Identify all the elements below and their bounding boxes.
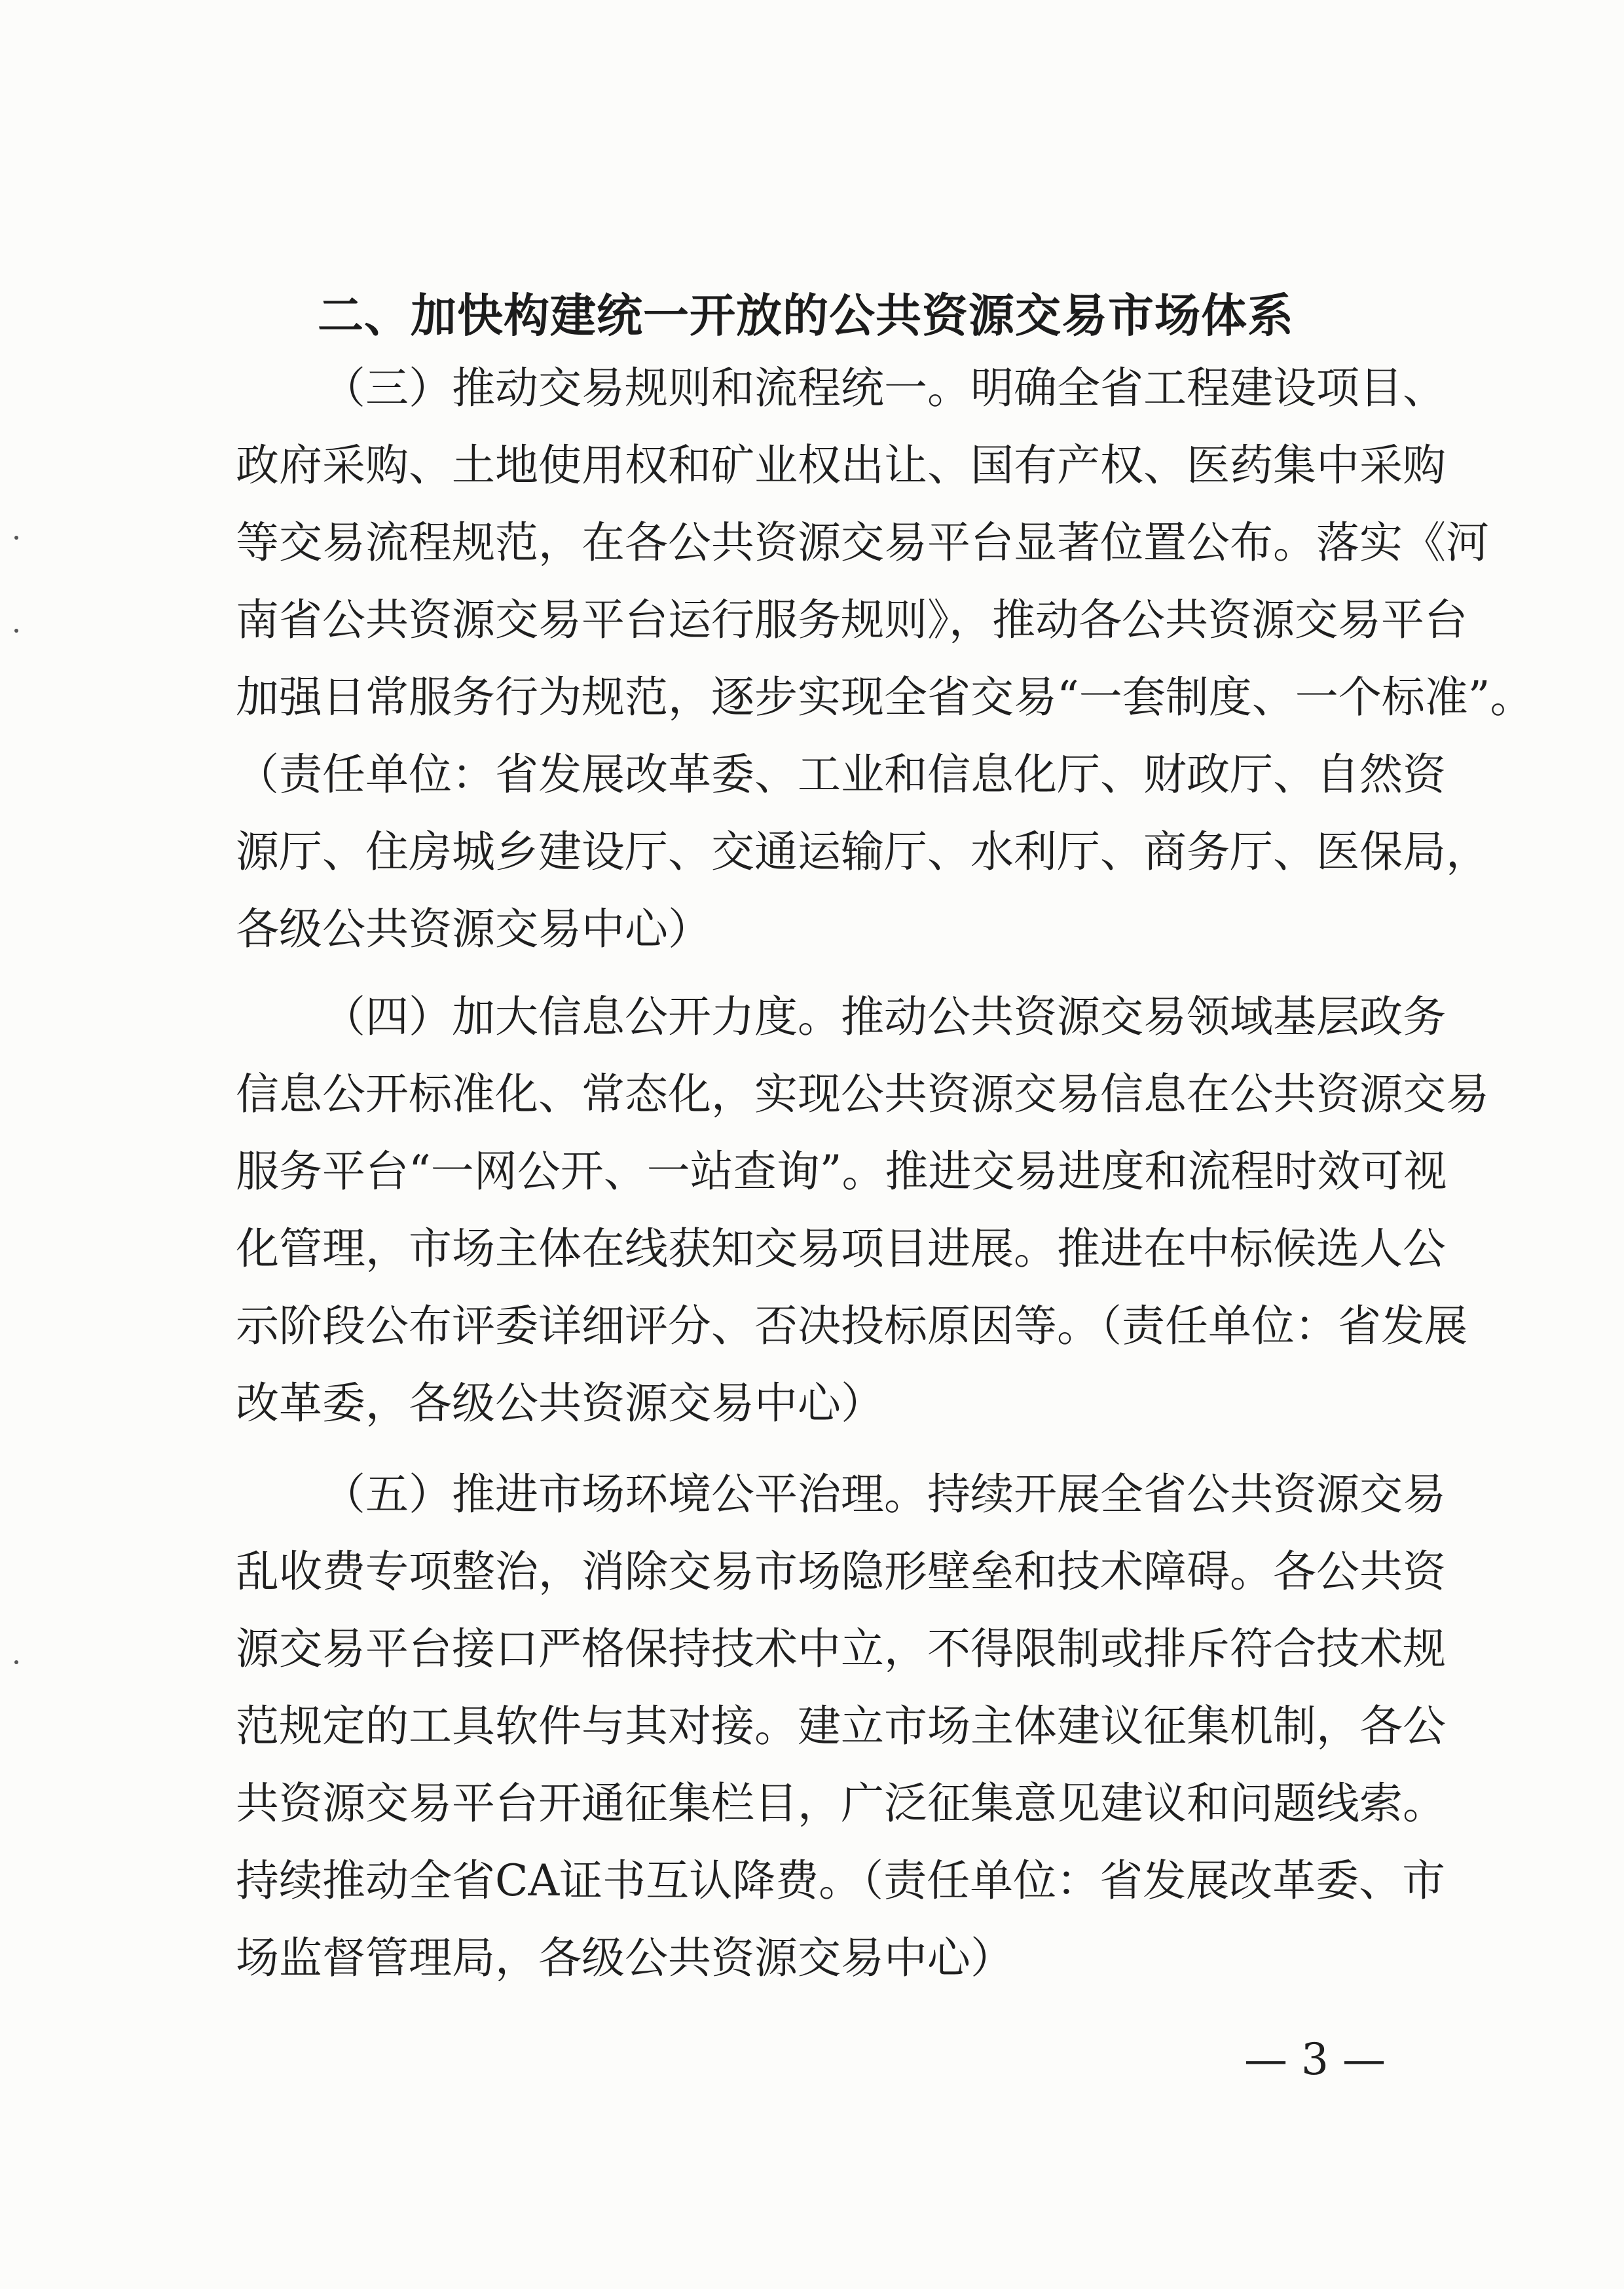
- text-line: 乱收费专项整治，消除交易市场隐形壁垒和技术障碍。各公共资: [236, 1546, 1446, 1597]
- text-line: （五）推进市场环境公平治理。持续开展全省公共资源交易: [322, 1469, 1446, 1519]
- text-line: 持续推动全省CA证书互认降费。（责任单位：省发展改革委、市: [236, 1855, 1446, 1906]
- text-line: 政府采购、土地使用权和矿业权出让、国有产权、医药集中采购: [236, 440, 1446, 491]
- text-line: 服务平台“一网公开、一站查询”。推进交易进度和流程时效可视: [236, 1146, 1447, 1197]
- text-line: 南省公共资源交易平台运行服务规则》，推动各公共资源交易平台: [236, 595, 1467, 645]
- binding-hole-mark: [14, 1660, 18, 1664]
- text-line: （责任单位：省发展改革委、工业和信息化厅、财政厅、自然资: [236, 749, 1446, 800]
- section-heading: 二、加快构建统一开放的公共资源交易市场体系: [318, 289, 1294, 343]
- text-line: 范规定的工具软件与其对接。建立市场主体建议征集机制，各公: [236, 1701, 1446, 1751]
- text-line: 源交易平台接口严格保持技术中立，不得限制或排斥符合技术规: [236, 1624, 1446, 1674]
- text-line: 各级公共资源交易中心）: [236, 904, 711, 954]
- text-line: 化管理，市场主体在线获知交易项目进展。推进在中标候选人公: [236, 1223, 1446, 1274]
- text-line: （四）加大信息公开力度。推动公共资源交易领域基层政务: [322, 992, 1446, 1042]
- page-number: — 3 —: [1244, 2034, 1386, 2085]
- text-line: 等交易流程规范，在各公共资源交易平台显著位置公布。落实《河: [236, 517, 1489, 568]
- binding-hole-mark: [14, 629, 18, 633]
- text-line: 信息公开标准化、常态化，实现公共资源交易信息在公共资源交易: [236, 1069, 1489, 1119]
- text-line: 改革委，各级公共资源交易中心）: [236, 1378, 884, 1428]
- text-line: 加强日常服务行为规范，逐步实现全省交易“一套制度、一个标准”。: [236, 672, 1534, 722]
- text-line: （三）推动交易规则和流程统一。明确全省工程建设项目、: [322, 363, 1446, 413]
- text-line: 源厅、住房城乡建设厅、交通运输厅、水利厅、商务厅、医保局，: [236, 827, 1489, 877]
- text-line: 共资源交易平台开通征集栏目，广泛征集意见建议和问题线索。: [236, 1778, 1446, 1829]
- text-line: 场监督管理局，各级公共资源交易中心）: [236, 1933, 1014, 1983]
- binding-hole-mark: [14, 536, 18, 540]
- text-line: 示阶段公布评委详细评分、否决投标原因等。（责任单位：省发展: [236, 1301, 1467, 1351]
